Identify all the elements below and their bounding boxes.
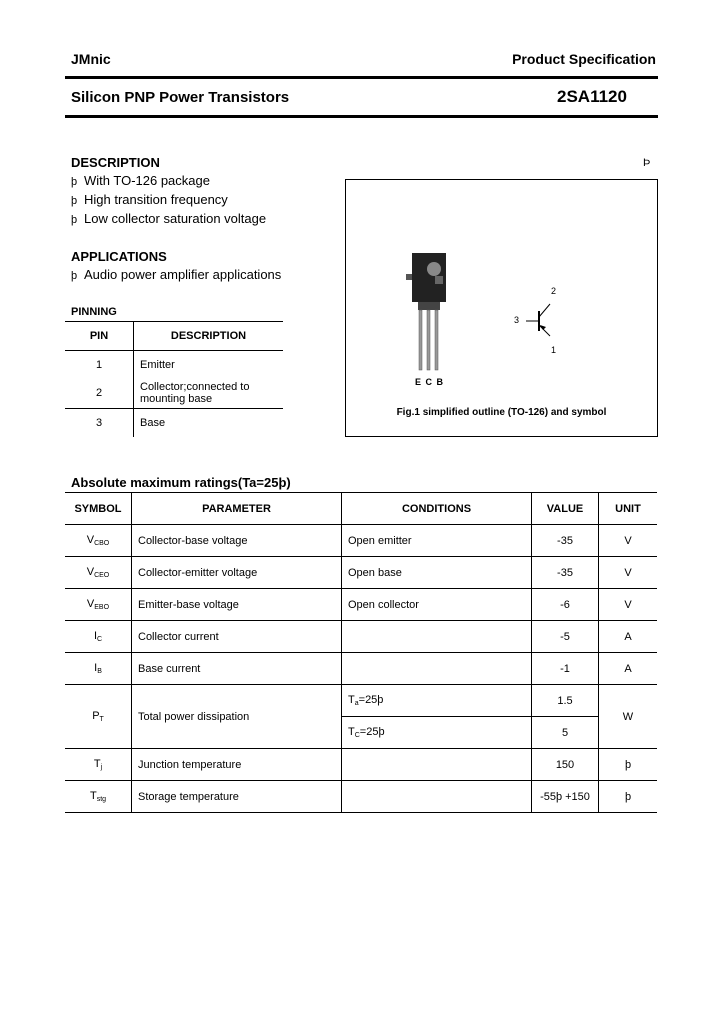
mounting-hole [427,262,441,276]
figure-box [345,179,658,437]
table-row: $V_{CEO}$ Collector-emitter voltage Open base -35 V [65,557,657,589]
applications-heading: APPLICATIONS [71,249,167,264]
table-row: 3 Base [65,409,283,437]
lead-e [419,310,422,370]
ratings-table [65,492,657,813]
product-title: Silicon PNP Power Transistors [71,89,290,106]
bullet-icon: þ [71,195,78,207]
header-rule-top [65,76,658,79]
table-row: $V_{CBO}$ Collector-base voltage Open emitter -35 V [65,525,657,557]
figure-caption: Fig.1 simplified outline (TO-126) and symbol [396,407,607,418]
list-item: þ Low collector saturation voltage [71,209,266,228]
pinning-table [65,321,283,437]
col-symbol: SYMBOL [65,493,132,525]
doc-type: Product Specification [512,51,656,67]
package-pin-labels: E C B [415,377,445,387]
corner-mark: Þ [643,157,651,169]
table-row: $I_C$ Collector current -5 A [65,621,657,653]
description-list [71,171,266,228]
symbol-pin-3: 3 [514,315,520,325]
table-row: $V_{EBO}$ Emitter-base voltage Open collector -6 V [65,589,657,621]
table-header-row [65,322,283,351]
ratings-heading: Absolute maximum ratings(Ta=25þ) [71,475,291,490]
col-parameter: PARAMETER [132,493,342,525]
col-conditions: CONDITIONS [342,493,532,525]
table-row: 1 Emitter [65,351,283,379]
list-item: þ Audio power amplifier applications [71,265,281,284]
part-number: 2SA1120 [557,87,627,106]
table-header-row [65,493,657,525]
col-value: VALUE [532,493,599,525]
company-name: JMnic [71,51,111,67]
bullet-icon: þ [71,176,78,188]
table-row: 2 Collector;connected to mounting base [65,379,283,409]
list-item: þ High transition frequency [71,190,266,209]
header-rule-bottom [65,115,658,118]
pinning-heading: PINNING [71,306,117,318]
description-heading: DESCRIPTION [71,155,160,170]
symbol-pin-2: 2 [551,286,557,296]
bullet-icon: þ [71,270,78,282]
col-description: DESCRIPTION [170,330,247,342]
col-pin: PIN [65,322,134,351]
lead-b [435,310,438,370]
table-row: $P_T$ Total power dissipation $T_a=25þ$ 1.5 W [65,685,657,717]
table-row: $T_{stg}$ Storage temperature -55þ +150 þ [65,781,657,813]
table-row: $T_C=25þ$ 5 [65,717,657,749]
applications-list [71,265,281,284]
col-unit: UNIT [615,502,641,515]
symbol-pin-1: 1 [551,345,557,355]
table-row: $T_j$ Junction temperature 150 þ [65,749,657,781]
bullet-icon: þ [71,214,78,226]
lead-c [427,310,430,370]
package-drawing [346,180,657,436]
symbol-collector [539,304,550,317]
list-item: þ With TO-126 package [71,171,266,190]
table-row: $I_B$ Base current -1 A [65,653,657,685]
